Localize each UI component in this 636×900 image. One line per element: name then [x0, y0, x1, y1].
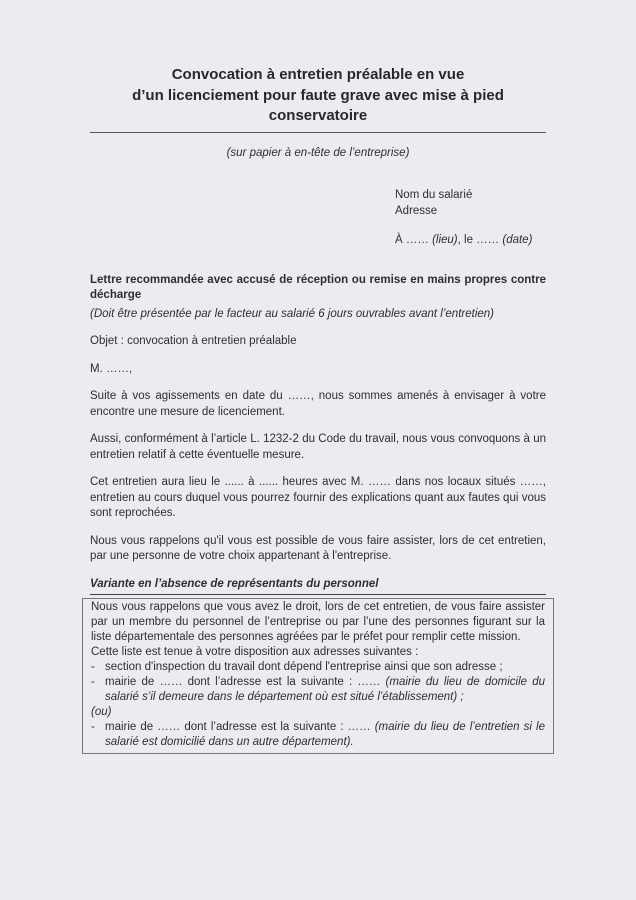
paragraph-meeting-details: Cet entretien aura lieu le ...... à ...... heures avec M. …… dans nos locaux situés ……, entretien au cours duquel vous pourrez fournir des explications quant aux fautes qui vous sont reprochées. [90, 476, 546, 519]
place-date-line [395, 233, 546, 249]
list-item-text: section d'inspection du travail dont dépend l'entreprise ainsi que son adresse ; [105, 661, 503, 673]
title-line-1: Convocation à entretien préalable en vue [171, 66, 465, 83]
subject-line: Objet : convocation à entretien préalable [90, 335, 297, 347]
list-item-text [105, 675, 545, 705]
variant-list-intro: Cette liste est tenue à votre disposition aux adresses suivantes : [91, 646, 419, 658]
mairie-entretien-note: (mairie du lieu de l’entretien si le salarié est domicilié dans un autre département). [105, 721, 545, 748]
place-placeholder: (lieu) [432, 234, 458, 246]
recipient-block [395, 188, 546, 249]
list-item-inspection [91, 660, 545, 675]
mairie-domicile-plain: mairie de …… dont l’adresse est la suivante : …… [105, 676, 386, 688]
title-line-2: d’un licenciement pour faute grave avec mise à pied [132, 86, 504, 104]
variant-box [82, 598, 554, 754]
place-date-plain-1: À …… [395, 234, 433, 246]
mairie-domicile-note: (mairie du lieu de domicile du salarié s’il demeure dans le département où est situé l’établissement) ; [105, 676, 546, 703]
title-rule [90, 132, 546, 133]
dash-bullet: - [91, 661, 95, 673]
document-title [90, 65, 546, 127]
letter-body [90, 273, 546, 755]
document-content [90, 0, 546, 754]
dash-bullet: - [91, 676, 95, 688]
title-line-3: conservatoire [268, 107, 368, 124]
recipient-address: Adresse [395, 204, 438, 217]
mairie-entretien-plain: mairie de …… dont l’adresse est la suivante : …… [105, 721, 375, 733]
variant-heading: Variante en l’absence de représentants du personnel [90, 577, 546, 596]
date-placeholder: (date) [502, 234, 533, 246]
list-item-text [105, 720, 545, 750]
salutation: M. ……, [90, 362, 133, 375]
recipient-name: Nom du salarié [395, 189, 473, 201]
delivery-method-line: Lettre recommandée avec accusé de réception ou remise en mains propres contre décharge [90, 273, 546, 301]
place-date-plain-2: , le …… [457, 234, 503, 246]
list-item-mairie-entretien [91, 720, 545, 750]
delivery-note: (Doit être présentée par le facteur au salarié 6 jours ouvrables avant l’entretien) [90, 307, 494, 320]
ou-separator: (ou) [91, 706, 112, 718]
paragraph-legal-article: Aussi, conformément à l’article L. 1232-2 du Code du travail, nous vous convoquons à un entretien relatif à cette éventuelle mesure. [90, 433, 546, 461]
list-item-mairie-domicile [91, 675, 545, 705]
paragraph-assistance: Nous vous rappelons qu'il vous est possible de vous faire assister, lors de cet entretien, par une personne de votre choix appartenant à l'entreprise. [90, 534, 546, 562]
paragraph-misconduct: Suite à vos agissements en date du ……, nous sommes amenés à envisager à votre encontre une mesure de licenciement. [90, 390, 546, 418]
paper-note-subtitle: (sur papier à en-tête de l’entreprise) [226, 146, 410, 159]
variant-paragraph-right: Nous vous rappelons que vous avez le droit, lors de cet entretien, de vous faire assister par un membre du personnel de l’entreprise ou par l’une des personnes figurant sur la liste départementale des personnes agréées par le préfet pour remplir cette mission. [91, 601, 545, 643]
dash-bullet: - [91, 721, 95, 733]
